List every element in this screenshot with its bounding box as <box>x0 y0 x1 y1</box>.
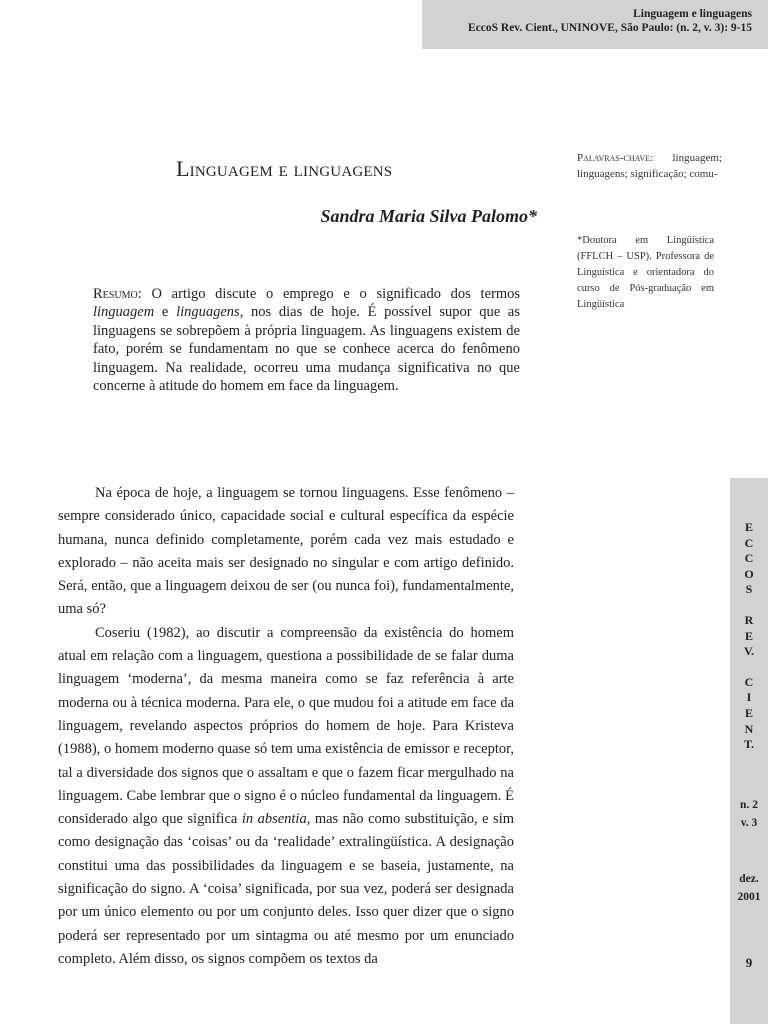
abstract-text: O artigo discute o emprego e o significado dos termos <box>151 286 521 302</box>
vertical-letter: O <box>744 566 754 581</box>
body-text-span: , mas não como substituição, e sim como designação das ‘coisas’ ou da ‘realidade’ extralingüística. A designação constitui uma das possibilidades da linguagem e se baseia, justamente, na significação do signo. A ‘coisa’ significada, por sua vez, poderá ser designada por um único elemento ou por um conjunto deles. Isso quer dizer que o signo poderá ser representado por um sintagma ou até mesmo por um enunciado completo. Além disso, os signos compõem os textos da <box>58 811 515 967</box>
vertical-gap <box>730 598 768 613</box>
article-author: Sandra Maria Silva Palomo* <box>320 206 537 226</box>
vertical-letter: C <box>744 535 754 550</box>
journal-side-bar <box>730 478 768 1024</box>
abstract-term: linguagens <box>176 304 240 321</box>
volume-number: v. 3 <box>740 817 758 829</box>
keywords-label: Palavras-chave: <box>577 152 654 164</box>
vertical-letter: N <box>744 721 754 736</box>
author-footnote: *Doutora em Lingüística (FFLCH – USP). Professora de Linguística e orientadora do curso de Pós-graduação em Lingüística <box>577 235 714 310</box>
issue-month: dez. <box>739 873 759 885</box>
vertical-letter: S <box>745 582 753 597</box>
body-text-span: Coseriu (1982), ao discutir a compreensão da existência do homem atual em relação com a linguagem, questiona a possibilidade de se falar duma linguagem ‘moderna’, da mesma maneira como se faz referência à arte moderna ou à técnica moderna. Para ele, o que mudou foi a atitude em face da linguagem, revelando aspectos próprios do homem de hoje. Para Kristeva (1988), o homem moderno quase só tem uma existência de emissor e receptor, tal a diversidade dos signos que o assaltam e que o fazem ficar mergulhado na linguagem. Cabe lembrar que o signo é o núcleo fundamental da linguagem. É considerado algo que significa <box>58 624 514 828</box>
issue-number: n. 2 <box>740 799 758 811</box>
vertical-letter: T. <box>743 737 755 752</box>
vertical-journal-name <box>730 520 768 753</box>
header-citation-line: EccoS Rev. Cient., UNINOVE, São Paulo: (n. 2, v. 3): 9-15 <box>468 22 752 34</box>
vertical-letter: E <box>744 705 753 720</box>
vertical-letter: I <box>746 690 752 705</box>
abstract-term: linguagem <box>93 304 155 321</box>
body-text <box>58 482 514 971</box>
abstract-label: Resumo: <box>93 286 142 302</box>
issue-year: 2001 <box>737 891 761 903</box>
keywords-block <box>577 150 722 182</box>
header-title-line: Linguagem e linguagens <box>633 8 752 20</box>
body-paragraph <box>58 622 514 971</box>
vertical-letter: R <box>744 612 754 627</box>
vertical-letter: E <box>744 628 753 643</box>
vertical-letter: C <box>744 674 754 689</box>
vertical-letter: C <box>744 551 754 566</box>
keywords-text: linguagem; linguagens; significação; comu- <box>577 152 722 180</box>
page-number: 9 <box>745 955 753 970</box>
journal-header <box>422 0 768 49</box>
body-paragraph: Na época de hoje, a linguagem se tornou linguagens. Esse fenômeno – sempre considerado único, capacidade social e cultural específica da espécie humana, nunca definido completamente, porém cada vez mais estudado e explorado – não aceita mais ser designado no singular e com artigo definido. Será, então, que a linguagem deixou de ser (ou nunca foi), fundamentalmente, uma só? <box>58 485 514 618</box>
latin-term: in absentia <box>241 811 307 828</box>
vertical-gap <box>730 660 768 675</box>
abstract-text: , nos dias de hoje. É possível supor que as linguagens se sobrepõem à própria linguagem. As linguagens existem de fato, porém se fundamentam no que se conhece acerca do fenômeno linguagem. Na realidade, ocorreu uma mudança significativa no que concerne à atitude do homem em face da linguagem. <box>93 304 521 395</box>
vertical-letter: E <box>744 520 753 534</box>
abstract-text: e <box>161 304 169 321</box>
vertical-letter: V. <box>743 644 755 659</box>
article-title: Linguagem e linguagens <box>176 156 393 181</box>
abstract-block <box>93 285 520 395</box>
